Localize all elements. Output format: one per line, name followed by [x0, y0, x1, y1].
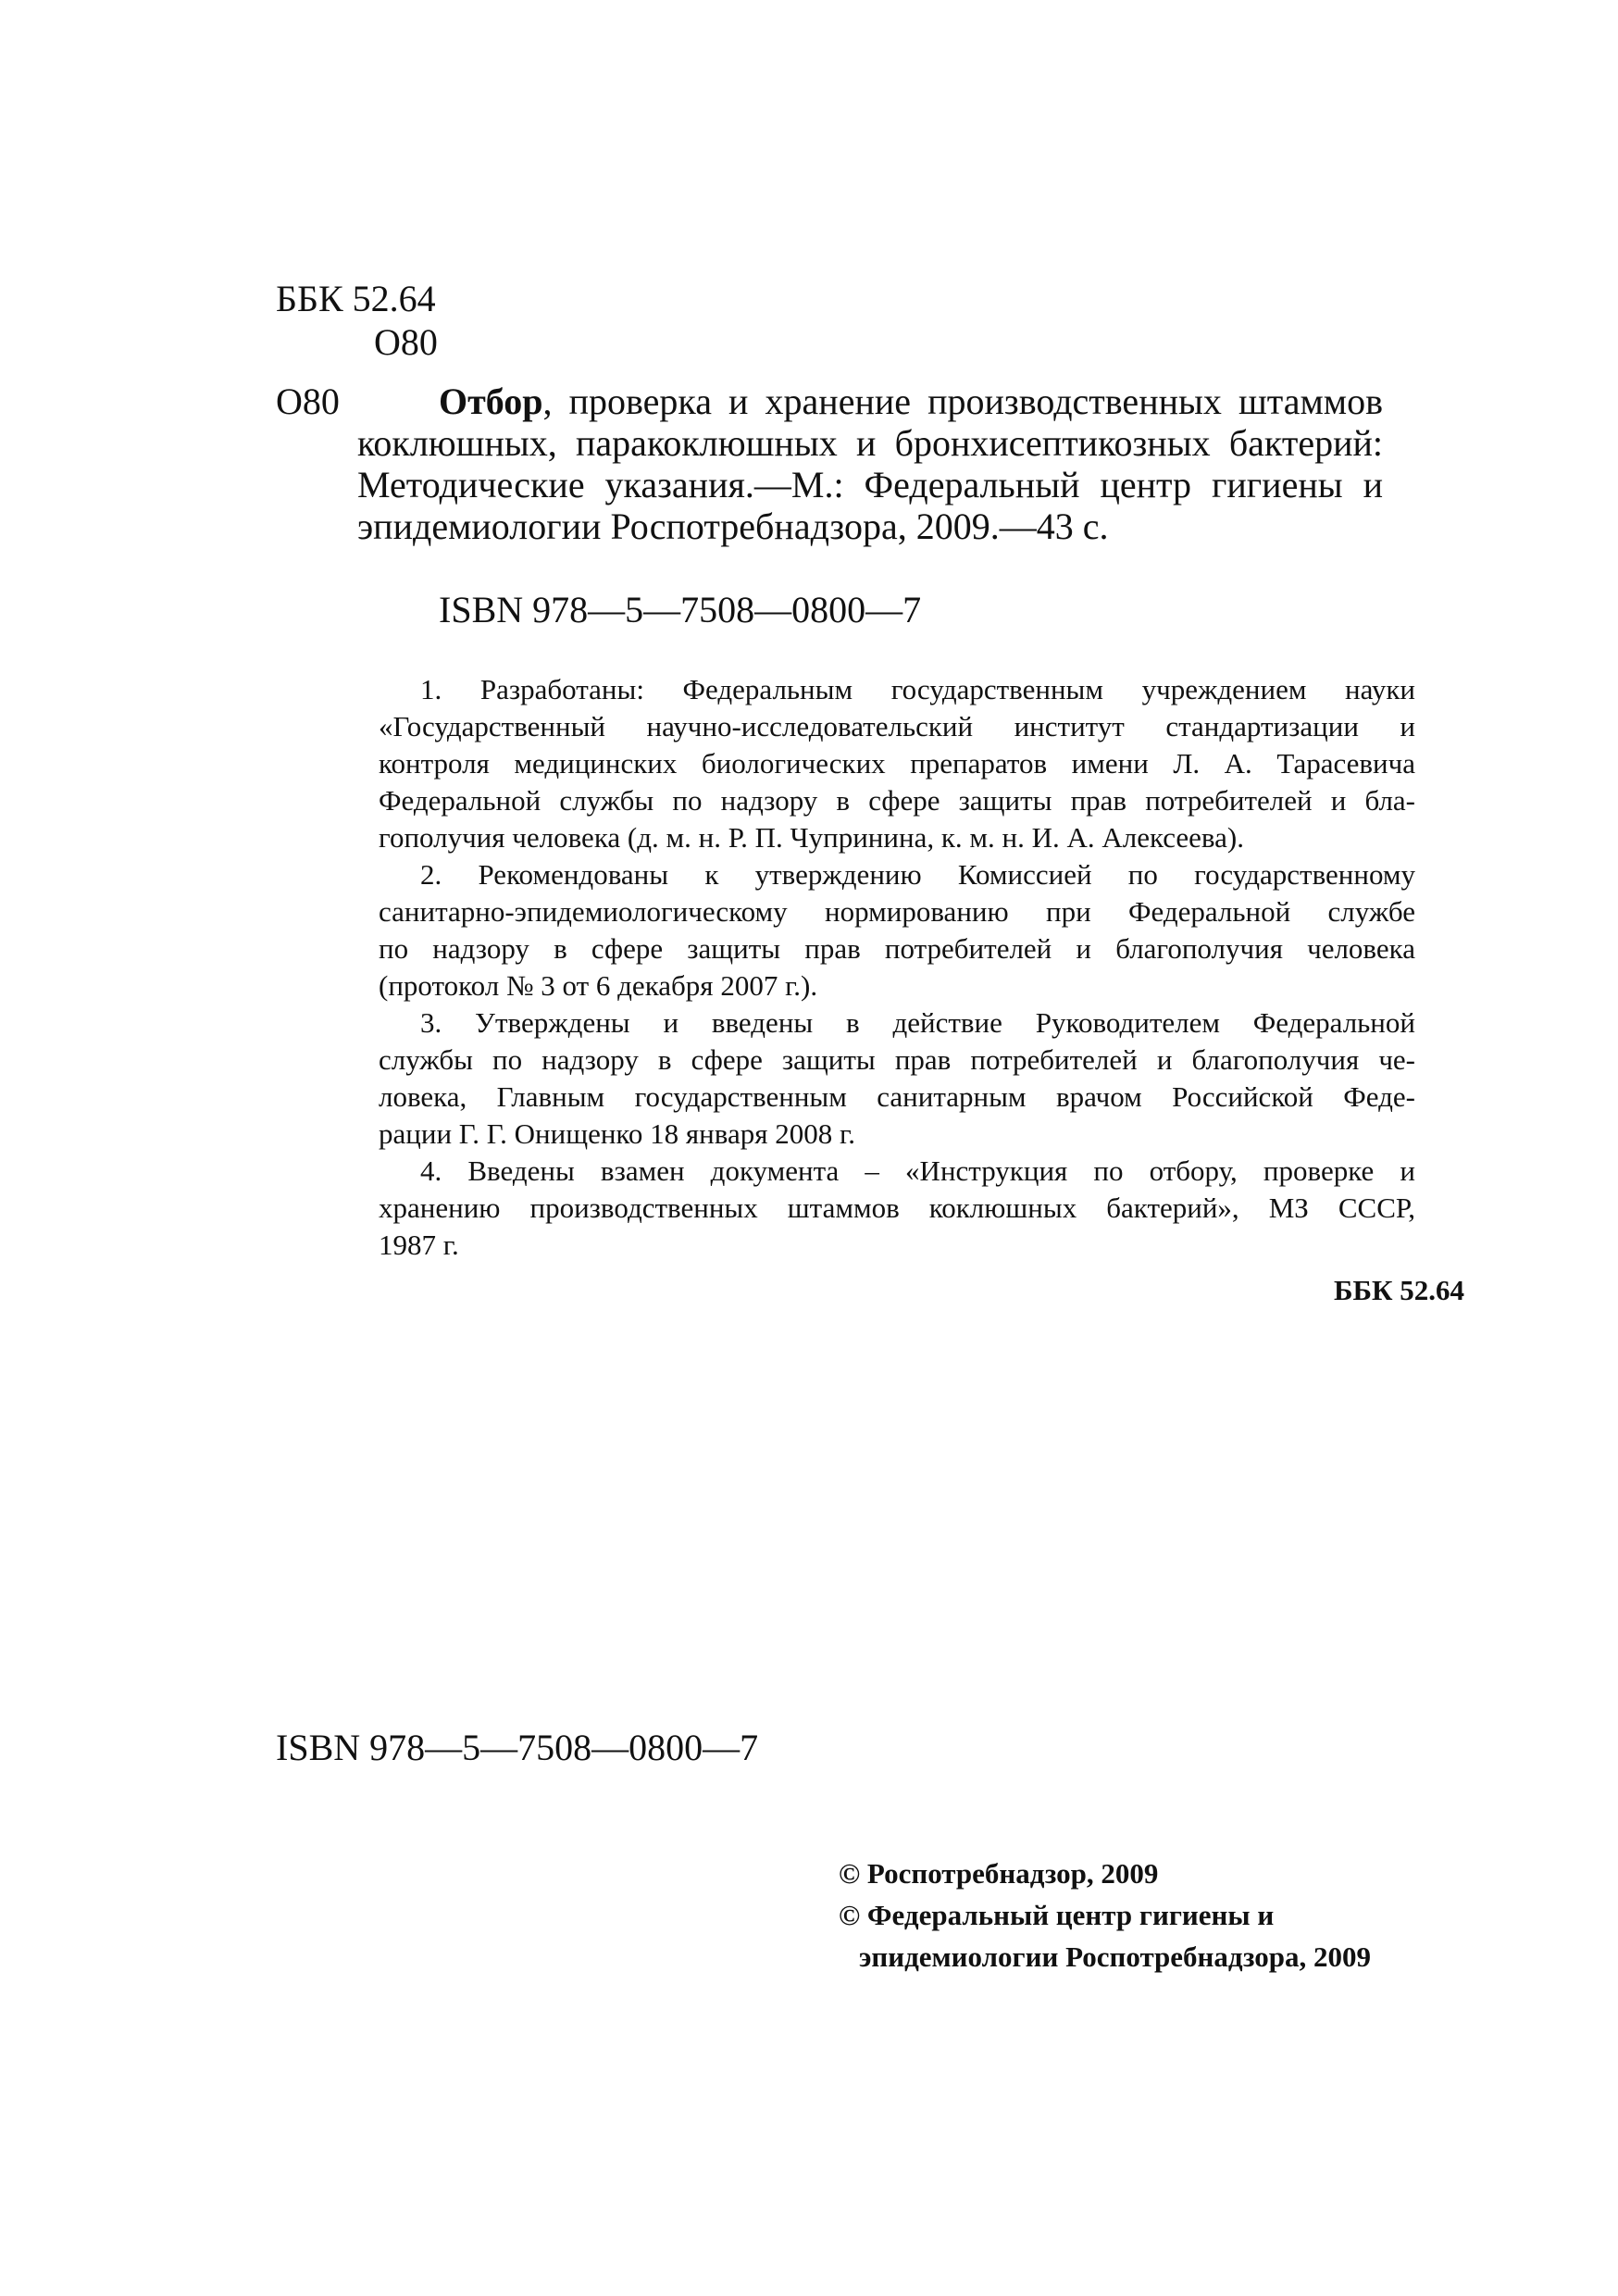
- note-line: 2. Рекомендованы к утверждению Комиссией по государственному: [420, 858, 1415, 891]
- bibliographic-entry: [357, 381, 1383, 547]
- notes-block: [379, 671, 1415, 1264]
- entry-line: коклюшных, паракоклюшных и бронхисептикозных бактерий:: [357, 422, 1383, 464]
- bbk-index-bottom: ББК 52.64: [1334, 1274, 1464, 1306]
- entry-line-text: проверка и хранение производственных штаммов: [568, 381, 1383, 422]
- entry-line: Методические указания.—М.: Федеральный центр гигиены и: [357, 464, 1383, 505]
- note-item: [379, 1004, 1415, 1153]
- note-line: санитарно-эпидемиологическому нормированию при Федеральной службе: [379, 895, 1415, 928]
- note-line: 3. Утверждены и введены в действие Руководителем Федеральной: [420, 1006, 1415, 1039]
- note-item: [379, 671, 1415, 856]
- note-line: Федеральной службы по надзору в сфере защиты прав потребителей и бла-: [379, 784, 1415, 817]
- note-line: службы по надзору в сфере защиты прав потребителей и благополучия че-: [379, 1043, 1415, 1076]
- note-line: ловека, Главным государственным санитарным врачом Российской Феде-: [379, 1080, 1415, 1113]
- note-item: [379, 1153, 1415, 1264]
- note-line: контроля медицинских биологических препаратов имени Л. А. Тарасевича: [379, 747, 1415, 780]
- copyright-line: © Федеральный центр гигиены и: [839, 1899, 1275, 1931]
- copyright-block: [839, 1855, 1371, 1980]
- entry-line: эпидемиологии Роспотребнадзора, 2009.—43 с.: [357, 505, 1109, 547]
- bbk-index-top: ББК 52.64: [276, 278, 436, 319]
- note-line: 1. Разработаны: Федеральным государственным учреждением науки: [420, 673, 1415, 705]
- note-line: 4. Введены взамен документа – «Инструкция по отбору, проверке и: [420, 1154, 1415, 1187]
- entry-title-bold: Отбор: [439, 381, 543, 422]
- entry-line: Отбор, проверка и хранение производственных штаммов: [439, 381, 1383, 422]
- entry-author-mark: О80: [276, 381, 340, 422]
- note-line: рации Г. Г. Онищенко 18 января 2008 г.: [379, 1117, 855, 1150]
- copyright-line: эпидемиологии Роспотребнадзора, 2009: [859, 1940, 1371, 1973]
- note-line: по надзору в сфере защиты прав потребителей и благополучия человека: [379, 932, 1415, 965]
- note-line: гополучия человека (д. м. н. Р. П. Чупринина, к. м. н. И. А. Алексеева).: [379, 821, 1244, 854]
- note-line: хранению производственных штаммов коклюшных бактерий», МЗ СССР,: [379, 1192, 1415, 1224]
- isbn-bottom: ISBN 978—5—7508—0800—7: [276, 1727, 759, 1768]
- note-item: [379, 856, 1415, 1004]
- isbn-top: ISBN 978—5—7508—0800—7: [439, 589, 922, 630]
- note-line: (протокол № 3 от 6 декабря 2007 г.).: [379, 969, 818, 1002]
- note-line: «Государственный научно-исследовательский институт стандартизации и: [379, 710, 1415, 742]
- copyright-line: © Роспотребнадзор, 2009: [839, 1857, 1159, 1890]
- note-line: 1987 г.: [379, 1229, 459, 1261]
- author-mark-top: О80: [374, 321, 438, 363]
